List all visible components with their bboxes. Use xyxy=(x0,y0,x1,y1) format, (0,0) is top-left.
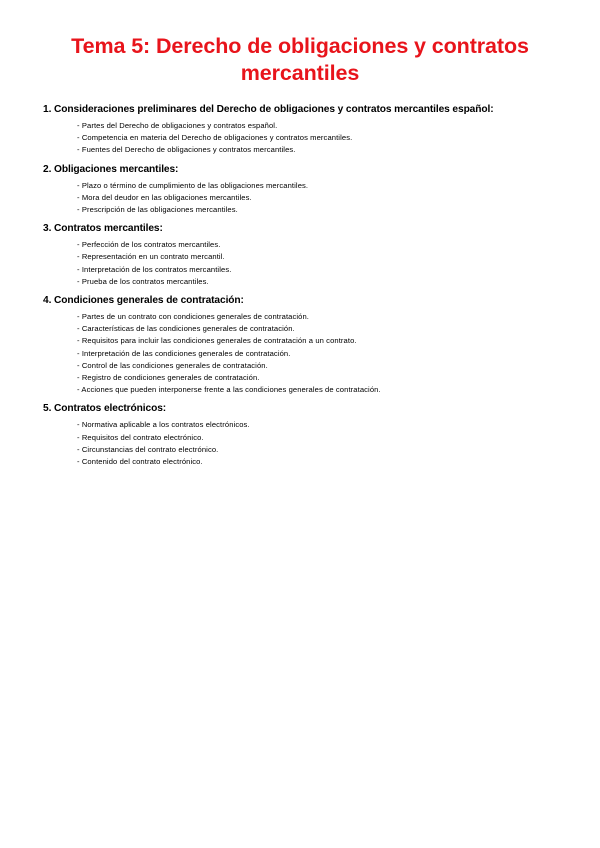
section-item-list xyxy=(40,239,580,288)
list-item: - Fuentes del Derecho de obligaciones y contratos mercantiles. xyxy=(77,145,296,155)
list-item: - Acciones que pueden interponerse frente a las condiciones generales de contratación. xyxy=(77,385,381,395)
section-heading: 3. Contratos mercantiles: xyxy=(43,223,163,235)
section-item-list xyxy=(40,419,580,468)
list-item: - Requisitos del contrato electrónico. xyxy=(77,432,204,442)
section-3 xyxy=(40,222,580,288)
section-heading: 2. Obligaciones mercantiles: xyxy=(43,163,179,175)
section-1 xyxy=(40,103,580,157)
list-item: - Competencia en materia del Derecho de obligaciones y contratos mercantiles. xyxy=(77,133,353,143)
section-2 xyxy=(40,163,580,217)
section-5 xyxy=(40,402,580,468)
list-item: - Partes de un contrato con condiciones generales de contratación. xyxy=(77,312,310,322)
section-heading: 5. Contratos electrónicos: xyxy=(43,403,167,415)
list-item: - Interpretación de los contratos mercantiles. xyxy=(77,264,232,274)
list-item: - Plazo o término de cumplimiento de las obligaciones mercantiles. xyxy=(77,180,309,190)
list-item: - Interpretación de las condiciones generales de contratación. xyxy=(77,348,291,358)
list-item: - Circunstancias del contrato electrónico. xyxy=(77,444,219,454)
section-item-list xyxy=(40,120,580,157)
section-heading: 1. Consideraciones preliminares del Derecho de obligaciones y contratos mercantiles español: xyxy=(43,104,494,115)
section-item-list xyxy=(40,180,580,217)
list-item: - Mora del deudor en las obligaciones mercantiles. xyxy=(77,192,252,202)
list-item: - Prueba de los contratos mercantiles. xyxy=(77,276,209,286)
list-item: - Partes del Derecho de obligaciones y contratos español. xyxy=(77,121,278,130)
list-item: - Prescripción de las obligaciones mercantiles. xyxy=(77,205,238,215)
section-item-list xyxy=(40,311,580,396)
document-content xyxy=(40,103,580,474)
list-item: - Registro de condiciones generales de contratación. xyxy=(77,373,260,383)
list-item: - Control de las condiciones generales de contratación. xyxy=(77,360,268,370)
list-item: - Perfección de los contratos mercantiles. xyxy=(77,240,221,250)
section-heading: 4. Condiciones generales de contratación: xyxy=(43,295,244,307)
list-item: - Características de las condiciones generales de contratación. xyxy=(77,324,295,334)
list-item: - Requisitos para incluir las condiciones generales de contratación a un contrato. xyxy=(77,336,357,346)
page-title: Tema 5: Derecho de obligaciones y contratos mercantiles xyxy=(71,34,529,85)
list-item: - Normativa aplicable a los contratos electrónicos. xyxy=(77,420,250,430)
list-item: - Contenido del contrato electrónico. xyxy=(77,457,203,467)
section-4 xyxy=(40,294,580,396)
list-item: - Representación en un contrato mercantil. xyxy=(77,252,225,262)
